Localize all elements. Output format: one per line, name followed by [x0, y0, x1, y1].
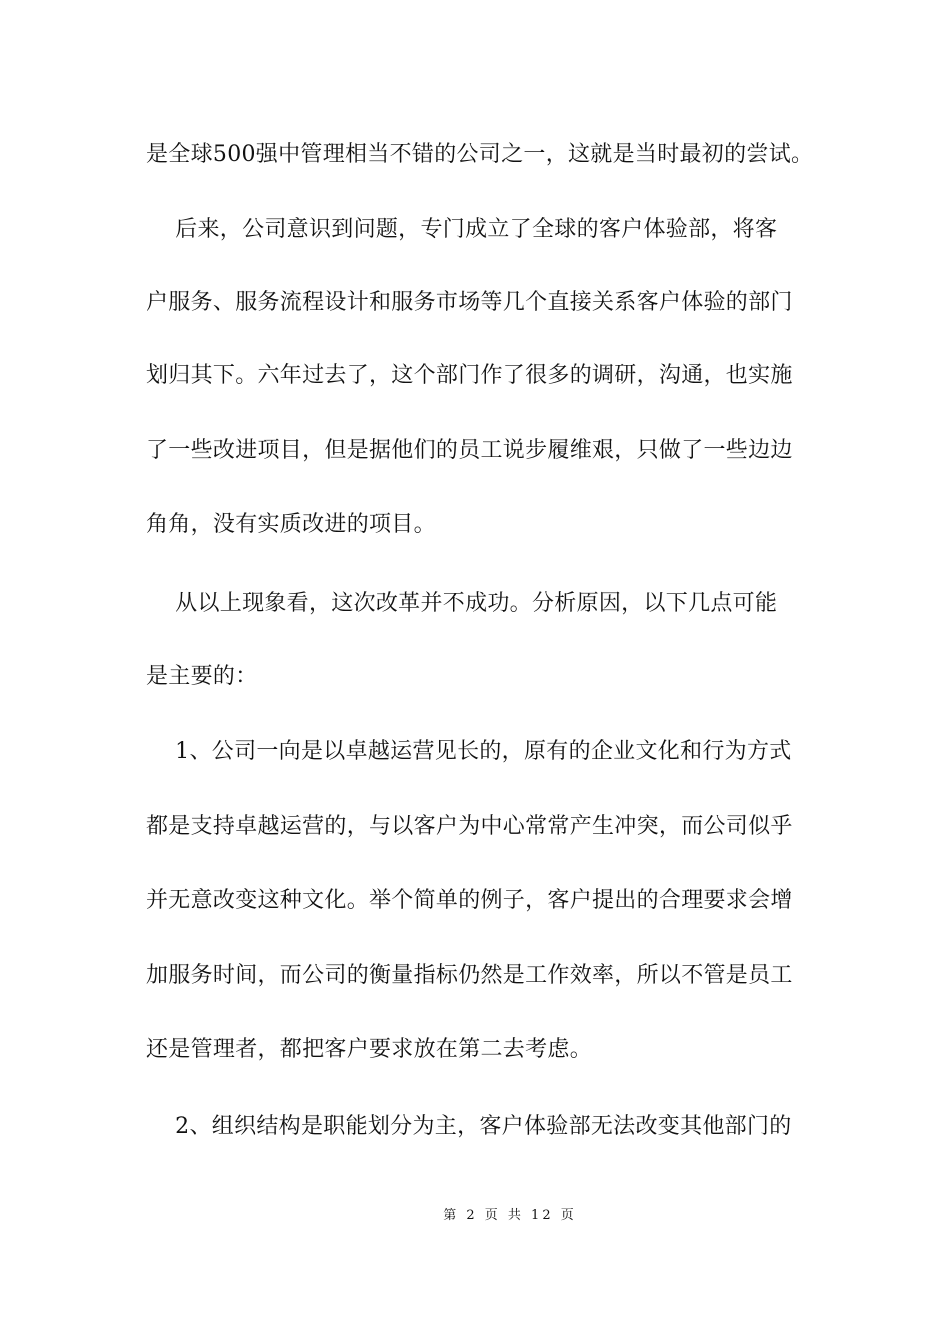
- text-line: 划归其下。六年过去了，这个部门作了很多的调研，沟通，也实施: [146, 363, 793, 388]
- text-line: 加服务时间，而公司的衡量指标仍然是工作效率，所以不管是员工: [146, 963, 793, 988]
- text-line: 2、组织结构是职能划分为主，客户体验部无法改变其他部门的: [146, 1114, 792, 1139]
- text-line: 角角，没有实质改进的项目。: [146, 512, 436, 537]
- text-line: 都是支持卓越运营的，与以客户为中心常常产生冲突，而公司似乎: [146, 814, 793, 839]
- page-number-footer: 第 2 页 共 12 页: [443, 1208, 577, 1223]
- text-line: 是主要的：: [146, 664, 258, 689]
- text-line: 1、公司一向是以卓越运营见长的，原有的企业文化和行为方式: [146, 739, 792, 764]
- text-line: 了一些改进项目，但是据他们的员工说步履维艰，只做了一些边边: [146, 438, 793, 463]
- text-line: 是全球500强中管理相当不错的公司之一，这就是当时最初的尝试。: [146, 142, 814, 167]
- text-line: 并无意改变这种文化。举个简单的例子，客户提出的合理要求会增: [146, 888, 793, 913]
- text-line: 后来，公司意识到问题，专门成立了全球的客户体验部，将客: [146, 217, 778, 242]
- text-line: 从以上现象看，这次改革并不成功。分析原因，以下几点可能: [146, 591, 778, 616]
- text-line: 户服务、服务流程设计和服务市场等几个直接关系客户体验的部门: [146, 290, 793, 315]
- text-line: 还是管理者，都把客户要求放在第二去考虑。: [146, 1037, 593, 1062]
